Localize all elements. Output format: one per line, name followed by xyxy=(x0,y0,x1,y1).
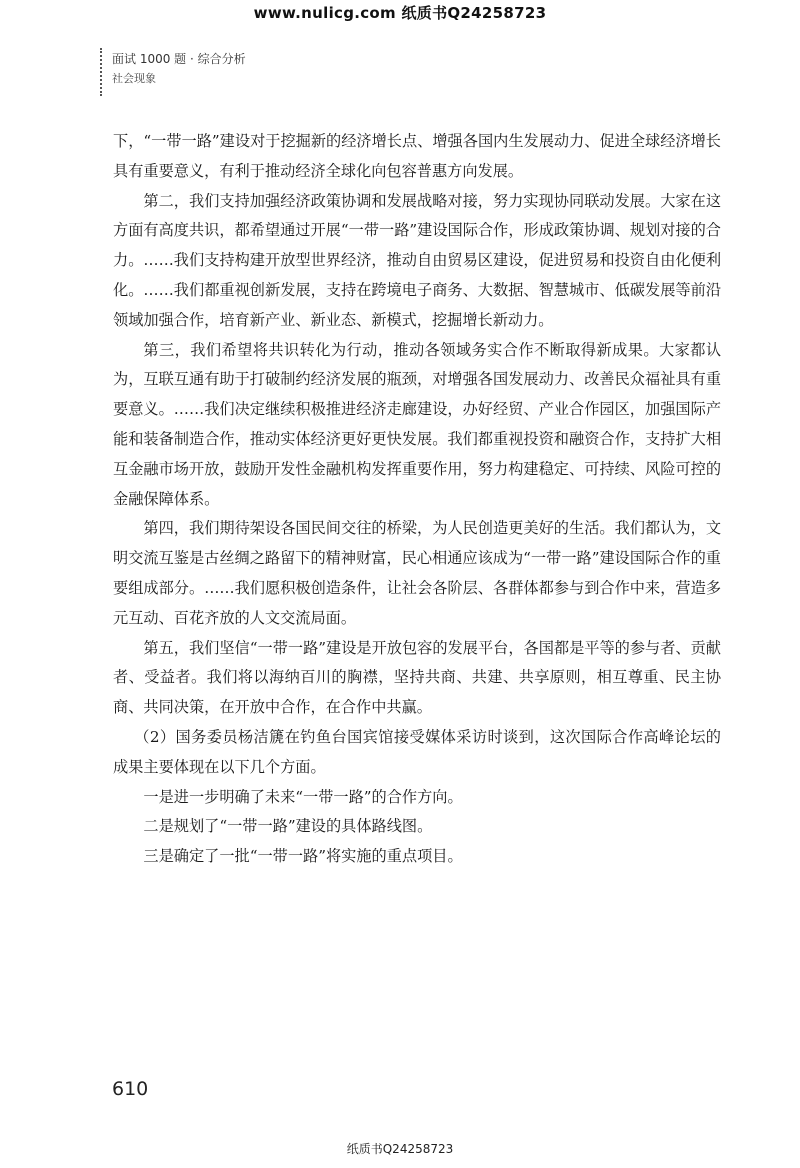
paragraph-third-point: 第三，我们希望将共识转化为行动，推动各领域务实合作不断取得新成果。大家都认为，互联互通有助于打破制约经济发展的瓶颈，对增强各国发展动力、改善民众福祉具有重要意义。……我们决定继续积极推进经济走廊建设，办好经贸、产业合作园区，加强国际产能和装备制造合作，推动实体经济更好更快发展。我们都重视投资和融资合作，支持扩大相互金融市场开放，鼓励开发性金融机构发挥重要作用，努力构建稳定、可持续、风险可控的金融保障体系。 xyxy=(113,340,721,508)
page-number: 610 xyxy=(112,1078,149,1100)
header-divider xyxy=(100,48,104,96)
list-item-first: 一是进一步明确了未来“一带一路”的合作方向。 xyxy=(143,787,463,806)
running-header-title: 面试 1000 题 · 综合分析 xyxy=(112,52,246,66)
paragraph-fifth-point: 第五，我们坚信“一带一路”建设是开放包容的发展平台，各国都是平等的参与者、贡献者、受益者。我们将以海纳百川的胸襟，坚持共商、共建、共享原则，相互尊重、民主协商、共同决策，在开放中合作，在合作中共赢。 xyxy=(113,638,721,717)
running-header-subtitle: 社会现象 xyxy=(112,72,156,85)
list-item-second: 二是规划了“一带一路”建设的具体路线图。 xyxy=(143,817,433,836)
paragraph-continuation: 下，“一带一路”建设对于挖掘新的经济增长点、增强各国内生发展动力、促进全球经济增长具有重要意义，有利于推动经济全球化向包容普惠方向发展。 xyxy=(113,132,721,180)
list-item-third: 三是确定了一批“一带一路”将实施的重点项目。 xyxy=(143,847,463,866)
watermark-top: www.nulicg.com 纸质书Q24258723 xyxy=(253,4,547,22)
watermark-bottom: 纸质书Q24258723 xyxy=(346,1142,454,1156)
paragraph-yang-jiechi: （2）国务委员杨洁篪在钓鱼台国宾馆接受媒体采访时谈到，这次国际合作高峰论坛的成果主要体现在以下几个方面。 xyxy=(113,727,721,776)
paragraph-second-point: 第二，我们支持加强经济政策协调和发展战略对接，努力实现协同联动发展。大家在这方面有高度共识，都希望通过开展“一带一路”建设国际合作，形成政策协调、规划对接的合力。……我们支持构建开放型世界经济，推动自由贸易区建设，促进贸易和投资自由化便利化。……我们都重视创新发展，支持在跨境电子商务、大数据、智慧城市、低碳发展等前沿领域加强合作，培育新产业、新业态、新模式，挖掘增长新动力。 xyxy=(113,191,721,329)
paragraph-fourth-point: 第四，我们期待架设各国民间交往的桥梁，为人民创造更美好的生活。我们都认为，文明交流互鉴是古丝绸之路留下的精神财富，民心相通应该成为“一带一路”建设国际合作的重要组成部分。……我们愿积极创造条件，让社会各阶层、各群体都参与到合作中来，营造多元互动、百花齐放的人文交流局面。 xyxy=(113,519,721,627)
body-text xyxy=(113,127,721,872)
